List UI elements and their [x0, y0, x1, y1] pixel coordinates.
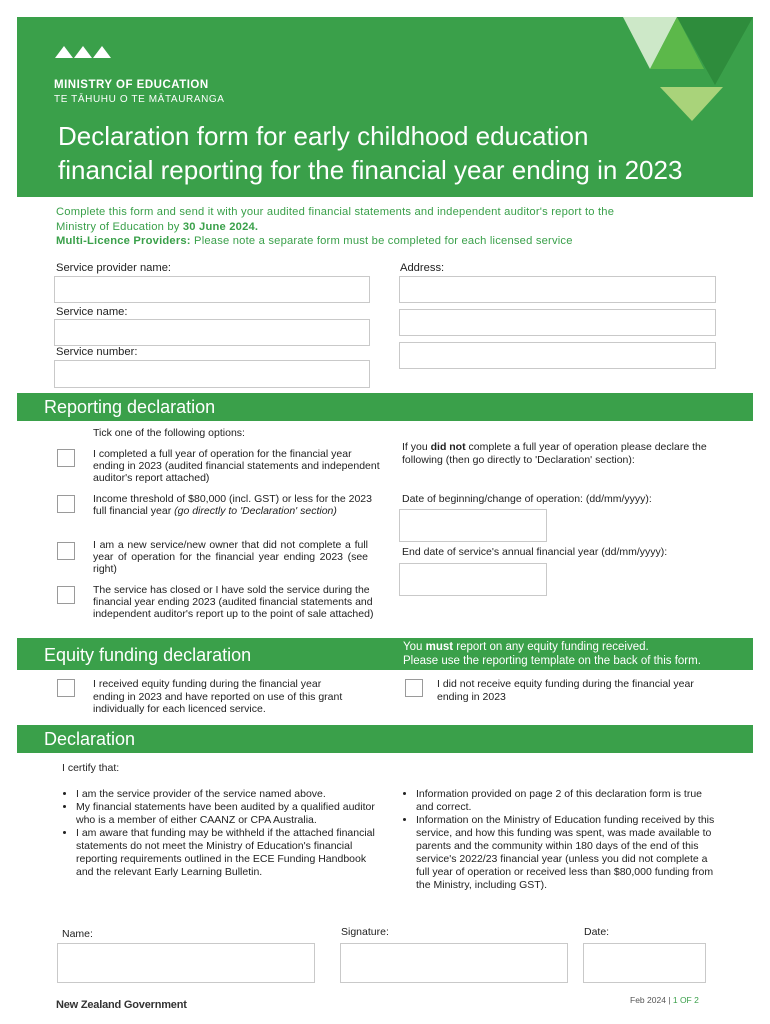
date-begin-label: Date of beginning/change of operation: (dd/mm/yyyy):: [402, 493, 652, 505]
equity-received-label: I received equity funding during the financial year ending in 2023 and have reported on use of this grant individually for each licenced service.: [93, 678, 343, 715]
address-field-3[interactable]: [399, 342, 716, 369]
service-name-field[interactable]: [54, 319, 370, 346]
option-income-threshold-checkbox[interactable]: [57, 495, 75, 513]
reporting-instruction: Tick one of the following options:: [93, 427, 245, 439]
declaration-section-title: Declaration: [44, 729, 136, 749]
title-line-1: Declaration form for early childhood education: [58, 121, 589, 151]
header-banner: [17, 17, 753, 197]
reporting-section-bar: [17, 393, 753, 421]
name-label: Name:: [62, 928, 93, 940]
option-closed-sold-checkbox[interactable]: [57, 586, 75, 604]
intro-text: [56, 205, 736, 249]
org-name: MINISTRY OF EDUCATION: [54, 79, 209, 91]
intro-deadline-prefix: Ministry of Education by: [56, 220, 183, 233]
equity-note-suffix: report on any equity funding received.: [453, 641, 649, 653]
equity-section-bar: [17, 638, 753, 670]
service-provider-label: Service provider name:: [56, 262, 172, 274]
equity-note-line-1: [403, 640, 701, 654]
intro-line-1: Complete this form and send it with your audited financial statements and independent auditor's report to the: [56, 206, 615, 218]
equity-not-received-label: I did not receive equity funding during the financial year ending in 2023: [437, 678, 694, 703]
list-item: • I am the service provider of the service named above.: [76, 788, 376, 801]
equity-note-emphasis: must: [425, 641, 454, 653]
title-line-2: financial reporting for the financial year ending in 2023: [58, 155, 683, 185]
page-title: [58, 119, 753, 187]
list-item: • My financial statements have been audited by a qualified auditor who is a member of either CAANZ or CPA Australia.: [76, 801, 376, 827]
address-field-1[interactable]: [399, 276, 716, 303]
three-peaks-icon: [55, 46, 73, 58]
multi-licence-text: Please note a separate form must be completed for each licensed service: [190, 235, 573, 247]
service-number-field[interactable]: [54, 360, 370, 388]
option-closed-sold-label: The service has closed or I have sold the service during the financial year ending 2023 (audited financial statements and independent auditor's report up to the point of sale attached): [93, 584, 374, 620]
intro-line-3: [56, 234, 736, 249]
service-provider-field[interactable]: [54, 276, 370, 303]
multi-licence-label: Multi-Licence Providers:: [56, 235, 191, 247]
service-name-label: Service name:: [56, 306, 128, 318]
end-date-label: End date of service's annual financial year (dd/mm/yyyy):: [402, 546, 668, 558]
footer-date: Feb 2024 |: [630, 995, 673, 1005]
option-income-threshold-text: Income threshold of $80,000 (incl. GST) or less for the 2023 full financial year: [93, 493, 372, 517]
declaration-section-bar: [17, 725, 753, 753]
intro-deadline: 30 June 2024.: [182, 220, 259, 233]
end-date-field[interactable]: [399, 563, 547, 596]
option-new-service-checkbox[interactable]: [57, 542, 75, 560]
equity-received-checkbox[interactable]: [57, 679, 75, 697]
option-new-service-label: I am a new service/new owner that did not complete a full year of operation for the financial year ending 2023 (see right): [93, 539, 368, 575]
date-begin-field[interactable]: [399, 509, 547, 542]
certify-text: I certify that:: [62, 762, 120, 774]
equity-note: [403, 640, 701, 668]
list-item: • I am aware that funding may be withheld if the attached financial statements do not meet the Ministry of Education's financial reporting requirements outlined in the ECE Funding Handbook and the relevant Early Learning Bulletin.: [76, 827, 376, 879]
address-label: Address:: [400, 262, 445, 274]
option-full-year-checkbox[interactable]: [57, 449, 75, 467]
address-field-2[interactable]: [399, 309, 716, 336]
service-number-label: Service number:: [56, 346, 138, 358]
signature-label: Signature:: [341, 926, 389, 938]
option-full-year-label: I completed a full year of operation for the financial year ending in 2023 (audited financial statements and independent auditor's report attached): [93, 448, 380, 484]
org-name-maori: TE TĀHUHU O TE MĀTAURANGA: [54, 94, 225, 105]
page-indicator: [630, 995, 699, 1005]
page-number: 1 OF 2: [672, 995, 699, 1005]
nz-government-logo: New Zealand Government: [56, 999, 187, 1011]
name-field[interactable]: [57, 943, 315, 983]
reporting-section-title: Reporting declaration: [44, 397, 216, 417]
declaration-right-list: [398, 788, 720, 892]
partial-year-prefix: If you: [402, 441, 431, 453]
option-income-threshold-note: (go directly to 'Declaration' section): [174, 504, 337, 517]
partial-year-suffix: complete a full year of operation please declare the following (then go directly to 'Declaration' section):: [402, 441, 707, 466]
declaration-left-list: [58, 788, 376, 879]
list-item: • Information on the Ministry of Education funding received by this service, and how this funding was spent, was made available to parents and the community within 180 days of the end of this service's 2022/23 financial year (unless you did not complete a full year of operation or received less than $80,000 funding from the Ministry, including GST).: [416, 814, 720, 892]
intro-line-2: [56, 220, 736, 235]
peak-icon: [93, 46, 111, 58]
equity-note-prefix: You: [403, 641, 426, 653]
partial-year-instruction: [402, 441, 712, 466]
equity-section-title: Equity funding declaration: [44, 645, 252, 665]
option-income-threshold-label: [93, 494, 378, 518]
partial-year-emphasis: did not: [430, 441, 466, 453]
equity-not-received-checkbox[interactable]: [405, 679, 423, 697]
signature-field[interactable]: [340, 943, 568, 983]
date-label: Date:: [584, 926, 610, 938]
equity-note-line-2: Please use the reporting template on the back of this form.: [403, 655, 701, 667]
date-field[interactable]: [583, 943, 706, 983]
peak-icon: [74, 46, 92, 58]
list-item: • Information provided on page 2 of this declaration form is true and correct.: [416, 788, 720, 814]
